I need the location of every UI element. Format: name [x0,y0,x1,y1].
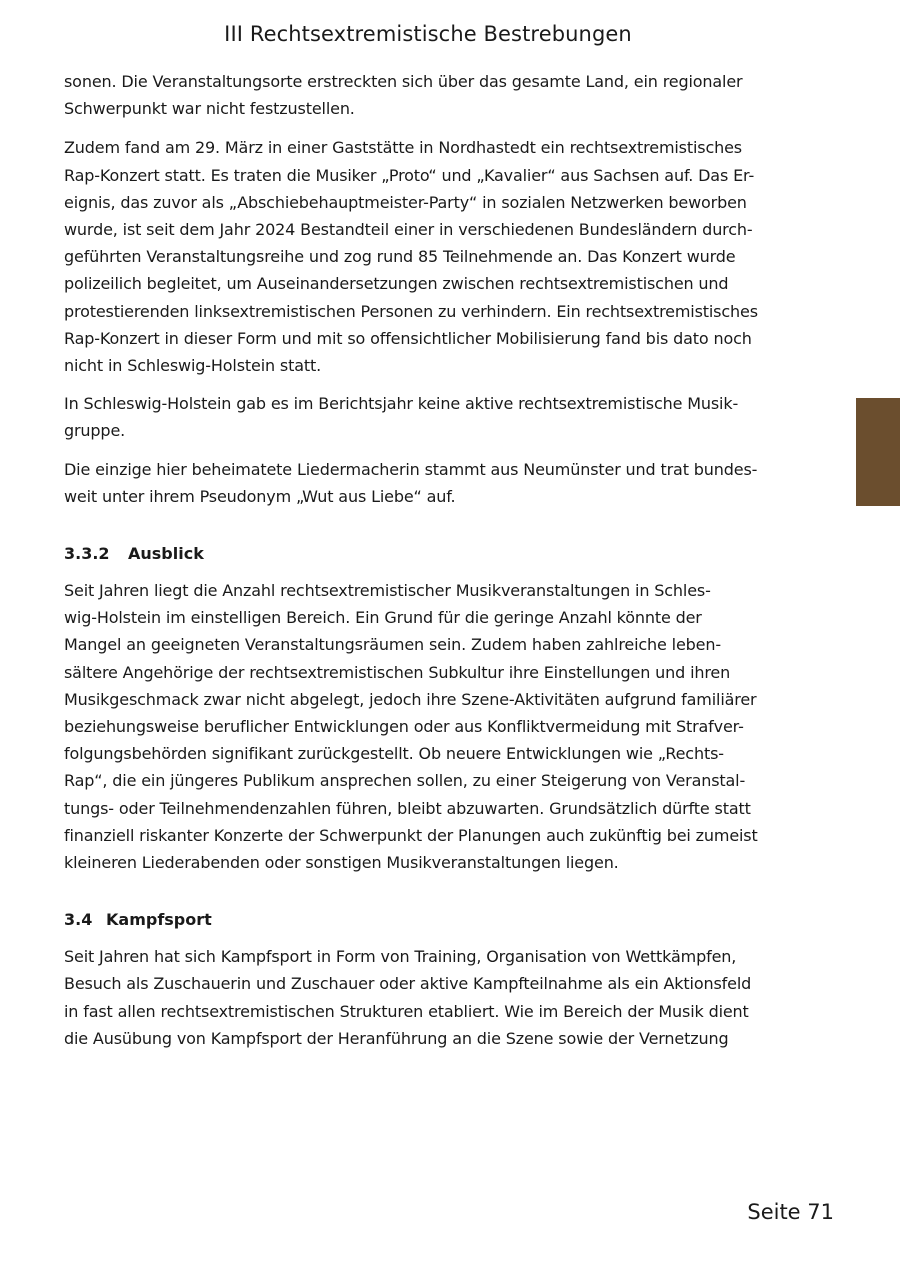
text-line: Seit Jahren hat sich Kampfsport in Form von Training, Organisation von Wettkämpfen, [64,947,737,967]
paragraph-venues [64,68,794,122]
text-line: tungs- oder Teilnehmendenzahlen führen, bleibt abzuwarten. Grundsätzlich dürfte statt [64,798,751,818]
text-line: Rap“, die ein jüngeres Publikum ansprechen sollen, zu einer Steigerung von Veranstal- [64,771,746,791]
text-line: Mangel an geeigneten Veranstaltungsräumen sein. Zudem haben zahlreiche leben- [64,635,721,655]
text-line: Die einzige hier beheimatete Liedermacherin stammt aus Neumünster und trat bundes- [64,459,758,479]
section-title: Kampfsport [106,910,212,930]
text-line: kleineren Liederabenden oder sonstigen Musikveranstaltungen liegen. [64,853,619,873]
text-line: Musikgeschmack zwar nicht abgelegt, jedoch ihre Szene-Aktivitäten aufgrund familiärer [64,689,757,709]
text-line: die Ausübung von Kampfsport der Heranführung an die Szene sowie der Vernetzung [64,1028,729,1048]
text-line: geführten Veranstaltungsreihe und zog rund 85 Teilnehmende an. Das Konzert wurde [64,247,736,267]
main-content [64,68,794,1052]
text-line: polizeilich begleitet, um Auseinandersetzungen zwischen rechtsextremistischen und [64,274,729,294]
text-line: sonen. Die Veranstaltungsorte erstreckten sich über das gesamte Land, ein regionaler [64,72,743,91]
text-line: folgungsbehörden signifikant zurückgestellt. Ob neuere Entwicklungen wie „Rechts- [64,744,724,764]
text-line: in fast allen rechtsextremistischen Strukturen etabliert. Wie im Bereich der Musik dient [64,1001,749,1021]
paragraph-songwriter [64,456,794,510]
text-line: eignis, das zuvor als „Abschiebehauptmeister-Party“ in sozialen Netzwerken beworben [64,192,747,212]
text-line: Rap-Konzert in dieser Form und mit so offensichtlicher Mobilisierung fand bis dato noch [64,328,752,348]
text-line: Schwerpunkt war nicht festzustellen. [64,99,355,119]
chapter-tab-marker [856,398,900,506]
paragraph-outlook [64,577,794,876]
text-line: Zudem fand am 29. März in einer Gaststätte in Nordhastedt ein rechtsextremistisches [64,138,742,158]
text-line: nicht in Schleswig-Holstein statt. [64,356,322,376]
text-line: gruppe. [64,421,126,441]
text-line: protestierenden linksextremistischen Personen zu verhindern. Ein rechtsextremistisches [64,301,758,321]
text-line: In Schleswig-Holstein gab es im Berichtsjahr keine aktive rechtsextremistische Musik- [64,394,739,414]
paragraph-martial-arts [64,943,794,1052]
paragraph-music-groups [64,390,794,444]
section-heading-ausblick [64,540,794,567]
paragraph-rap-concert [64,134,794,379]
text-line: beziehungsweise beruflicher Entwicklungen oder aus Konfliktvermeidung mit Strafver- [64,717,744,737]
text-line: weit unter ihrem Pseudonym „Wut aus Liebe“ auf. [64,486,456,506]
text-line: Rap-Konzert statt. Es traten die Musiker „Proto“ und „Kavalier“ aus Sachsen auf. Das Er- [64,165,755,185]
text-line: Seit Jahren liegt die Anzahl rechtsextremistischer Musikveranstaltungen in Schles- [64,581,711,601]
text-line: wurde, ist seit dem Jahr 2024 Bestandteil einer in verschiedenen Bundesländern durch- [64,220,753,240]
page-header-title: III Rechtsextremistische Bestrebungen [224,22,632,46]
section-number: 3.4 [64,910,93,930]
text-line: Besuch als Zuschauerin und Zuschauer oder aktive Kampfteilnahme als ein Aktionsfeld [64,974,752,994]
page-number: Seite 71 [747,1200,834,1224]
section-number: 3.3.2 [64,544,110,564]
section-title: Ausblick [128,544,204,564]
text-line: wig-Holstein im einstelligen Bereich. Ein Grund für die geringe Anzahl könnte der [64,608,702,628]
section-heading-kampfsport [64,906,794,933]
text-line: finanziell riskanter Konzerte der Schwerpunkt der Planungen auch zukünftig bei zumeist [64,825,758,845]
text-line: sältere Angehörige der rechtsextremistischen Subkultur ihre Einstellungen und ihren [64,662,731,682]
